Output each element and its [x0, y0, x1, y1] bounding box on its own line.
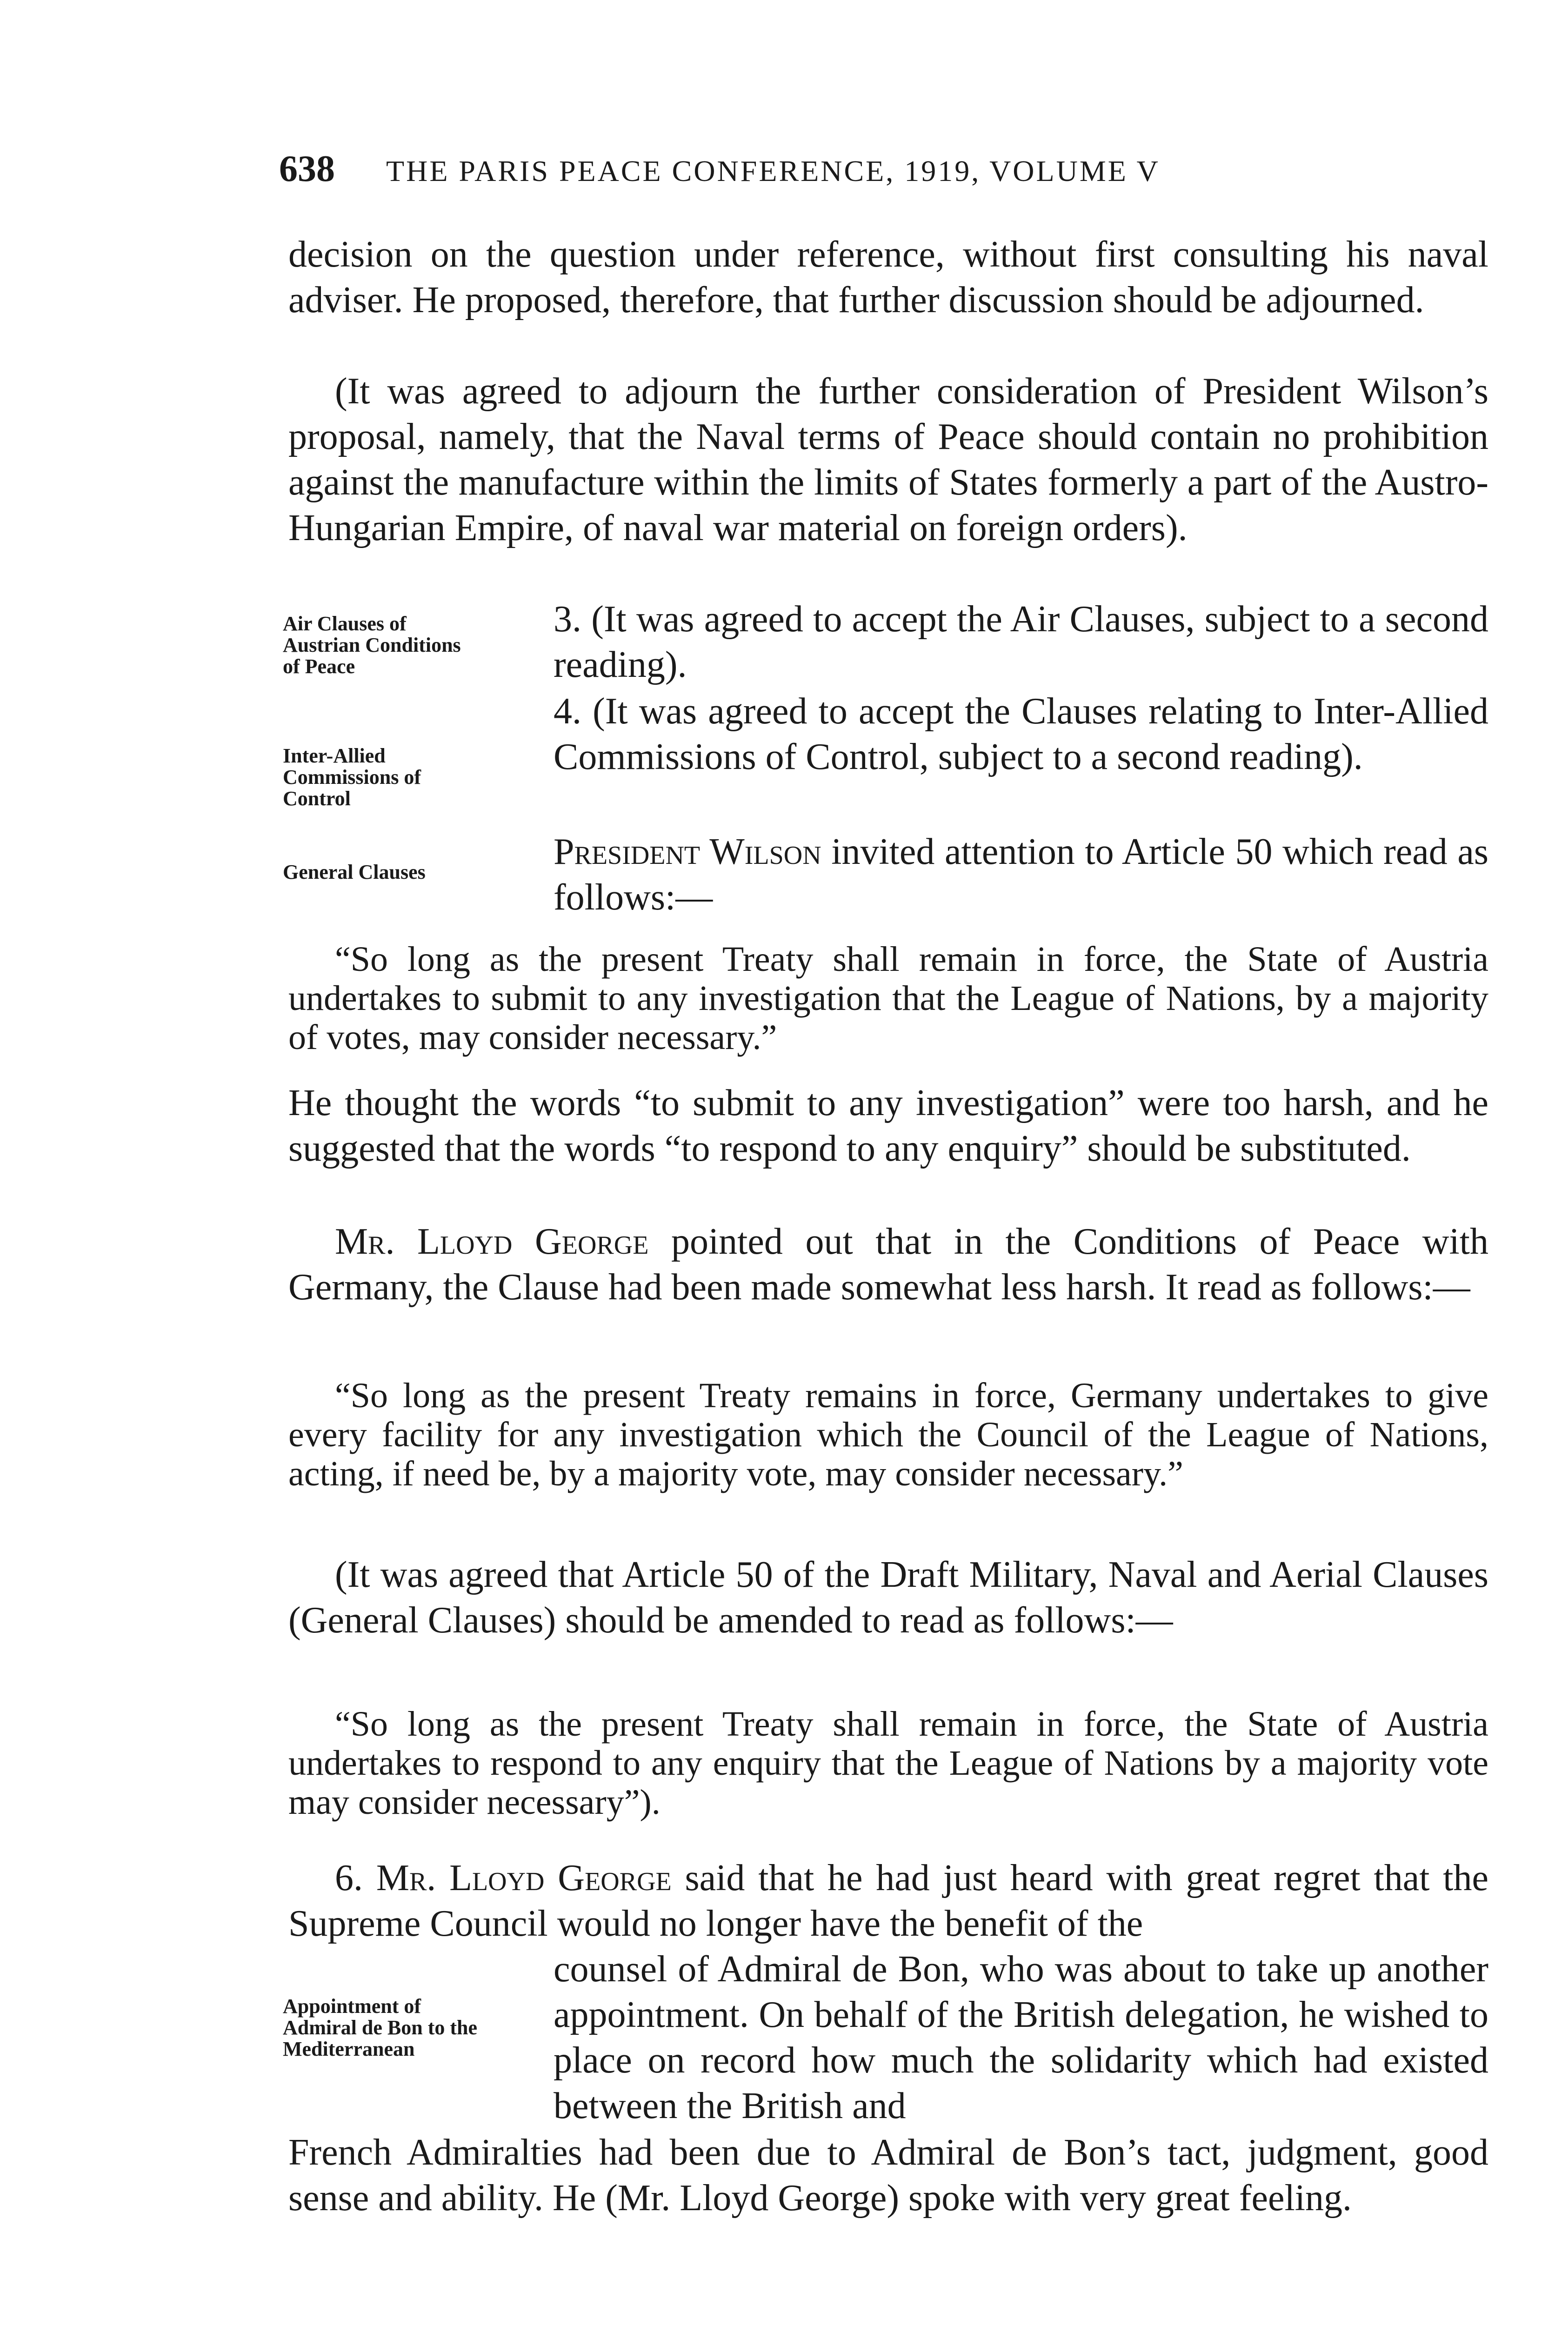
paragraph-lloyd-george: [288, 1219, 1488, 1310]
speaker-name: Mr. Lloyd George: [376, 1858, 672, 1898]
sidenote-general-clauses: General Clauses: [283, 861, 426, 883]
paragraph-air-clauses: 3. (It was agreed to accept the Air Clauses, subject to a second reading).: [554, 599, 1488, 685]
paragraph-article-50: [554, 829, 1488, 920]
page-header: [279, 148, 1488, 199]
running-title: THE PARIS PEACE CONFERENCE, 1919, VOLUME V: [386, 154, 1160, 187]
quote-article-50: “So long as the present Treaty shall remain in force, the State of Austria undertakes to submit to any investigation that the League of Nations, by a majority of votes, may consider necessary.”: [288, 940, 1488, 1057]
paragraph-decision: decision on the question under reference, without first consulting his naval adviser. He proposed, therefore, that further discussion should be adjourned.: [288, 234, 1488, 321]
paragraph-text: invited attention to Article 50 which read as follows:—: [554, 831, 1488, 918]
speaker-name: President Wilson: [554, 831, 821, 872]
paragraph-agreed-adjourn: (It was agreed to adjourn the further consideration of President Wilson’s proposal, namely, that the Naval terms of Peace should contain no prohibition against the manufacture within the limits of States formerly a part of the Austro-Hungarian Empire, of naval war material on foreign orders).: [288, 371, 1488, 548]
paragraph-text: said that he had just heard with great regret that the Supreme Council would no longer have the benefit of the: [288, 1858, 1488, 1944]
paragraph-too-harsh: He thought the words “to submit to any investigation” were too harsh, and he suggested that the words “to respond to any enquiry” should be substituted.: [288, 1083, 1488, 1169]
paragraph-inter-allied: 4. (It was agreed to accept the Clauses relating to Inter-Allied Commissions of Control, subject to a second reading).: [554, 691, 1488, 777]
sidenote-inter-allied: Inter-Allied Commissions of Control: [283, 744, 421, 810]
quote-amended: “So long as the present Treaty shall remain in force, the State of Austria undertakes to respond to any enquiry that the League of Nations by a majority vote may consider necessary”).: [288, 1704, 1488, 1822]
sidenote-appointment: Appointment of Admiral de Bon to the Mediterranean: [283, 1995, 477, 2060]
paragraph-admiral-close: French Admiralties had been due to Admiral de Bon’s tact, judgment, good sense and ability. He (Mr. Lloyd George) spoke with very great feeling.: [288, 2132, 1488, 2219]
speaker-name: Mr. Lloyd George: [335, 1221, 649, 1262]
quote-germany: “So long as the present Treaty remains in force, Germany undertakes to give every facility for any investigation which the Council of the League of Nations, acting, if need be, by a majority vote, may consider necessary.”: [288, 1376, 1488, 1493]
page-number: 638: [279, 148, 335, 189]
paragraph-text: pointed out that in the Conditions of Peace with Germany, the Clause had been made somewhat less harsh. It read as follows:—: [288, 1221, 1488, 1308]
paragraph-admiral-counsel: counsel of Admiral de Bon, who was about to take up another appointment. On behalf of the British delegation, he wished to place on record how much the solidarity which had existed between the British and: [554, 1949, 1488, 2126]
item-number: 6.: [335, 1858, 376, 1898]
paragraph-amended: (It was agreed that Article 50 of the Draft Military, Naval and Aerial Clauses (General Clauses) should be amended to read as follows:—: [288, 1554, 1488, 1641]
sidenote-air-clauses: Air Clauses of Austrian Conditions of Peace: [283, 612, 461, 678]
paragraph-admiral-intro: [288, 1855, 1488, 1946]
